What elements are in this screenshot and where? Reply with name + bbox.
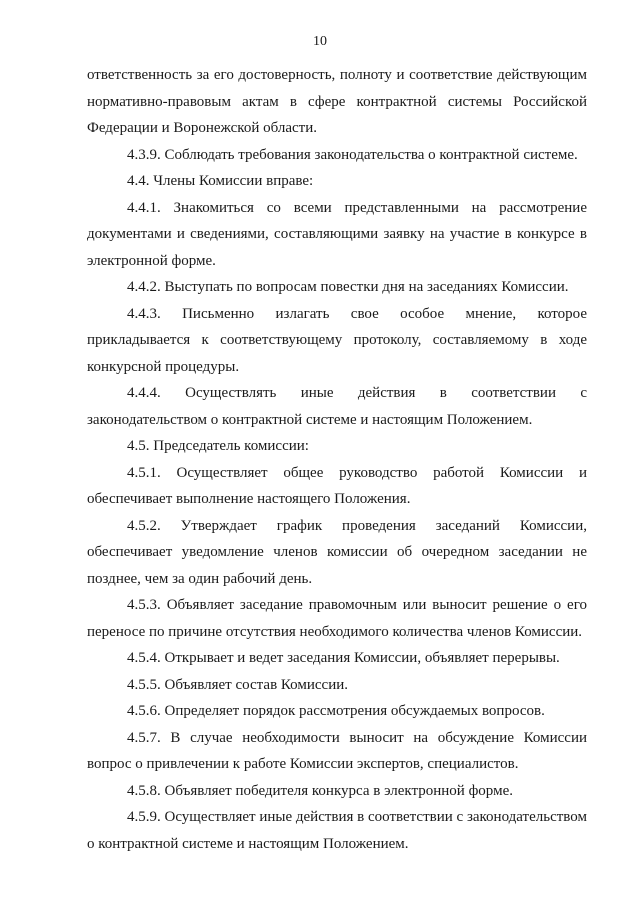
paragraph-4-5-9: 4.5.9. Осуществляет иные действия в соответствии с законодательством о контрактной системе и настоящим Положением. <box>87 809 587 852</box>
paragraph-4-5-2: 4.5.2. Утверждает график проведения заседаний Комиссии, обеспечивает уведомление членов комиссии об очередном заседании не позднее, чем за один рабочий день. <box>87 517 587 587</box>
paragraph-continuation: ответственность за его достоверность, полноту и соответствие действующим нормативно-правовым актам в сфере контрактной системы Российской Федерации и Воронежской области. <box>87 67 587 136</box>
paragraph-4-5-3: 4.5.3. Объявляет заседание правомочным или выносит решение о его переносе по причине отсутствия необходимого количества членов Комиссии. <box>87 597 587 640</box>
document-body <box>87 62 587 857</box>
paragraph-4-4-2: 4.4.2. Выступать по вопросам повестки дня на заседаниях Комиссии. <box>127 279 569 295</box>
paragraph-4-5-4: 4.5.4. Открывает и ведет заседания Комиссии, объявляет перерывы. <box>127 650 560 666</box>
paragraph-4-4-4: 4.4.4. Осуществлять иные действия в соответствии с законодательством о контрактной системе и настоящим Положением. <box>87 385 587 428</box>
paragraph-4-5-1: 4.5.1. Осуществляет общее руководство работой Комиссии и обеспечивает выполнение настоящего Положения. <box>87 464 587 507</box>
paragraph-4-5-6: 4.5.6. Определяет порядок рассмотрения обсуждаемых вопросов. <box>127 703 545 719</box>
paragraph-4-5-8: 4.5.8. Объявляет победителя конкурса в электронной форме. <box>127 782 513 799</box>
paragraph-4-4: 4.4. Члены Комиссии вправе: <box>127 173 314 189</box>
paragraph-4-5-5: 4.5.5. Объявляет состав Комиссии. <box>127 676 349 693</box>
paragraph-4-5: 4.5. Председатель комиссии: <box>127 438 309 454</box>
paragraph-4-5-7: 4.5.7. В случае необходимости выносит на обсуждение Комиссии вопрос о привлечении к работе Комиссии экспертов, специалистов. <box>87 729 587 772</box>
paragraph-4-4-1: 4.4.1. Знакомиться со всеми представленными на рассмотрение документами и сведениями, составляющими заявку на участие в конкурсе в электронной форме. <box>87 199 587 269</box>
paragraph-4-3-9: 4.3.9. Соблюдать требования законодательства о контрактной системе. <box>127 146 578 163</box>
page-number: 10 <box>313 34 327 49</box>
paragraph-4-4-3: 4.4.3. Письменно излагать свое особое мнение, которое прикладывается к соответствующему протоколу, составляемому в ходе конкурсной процедуры. <box>87 305 587 375</box>
